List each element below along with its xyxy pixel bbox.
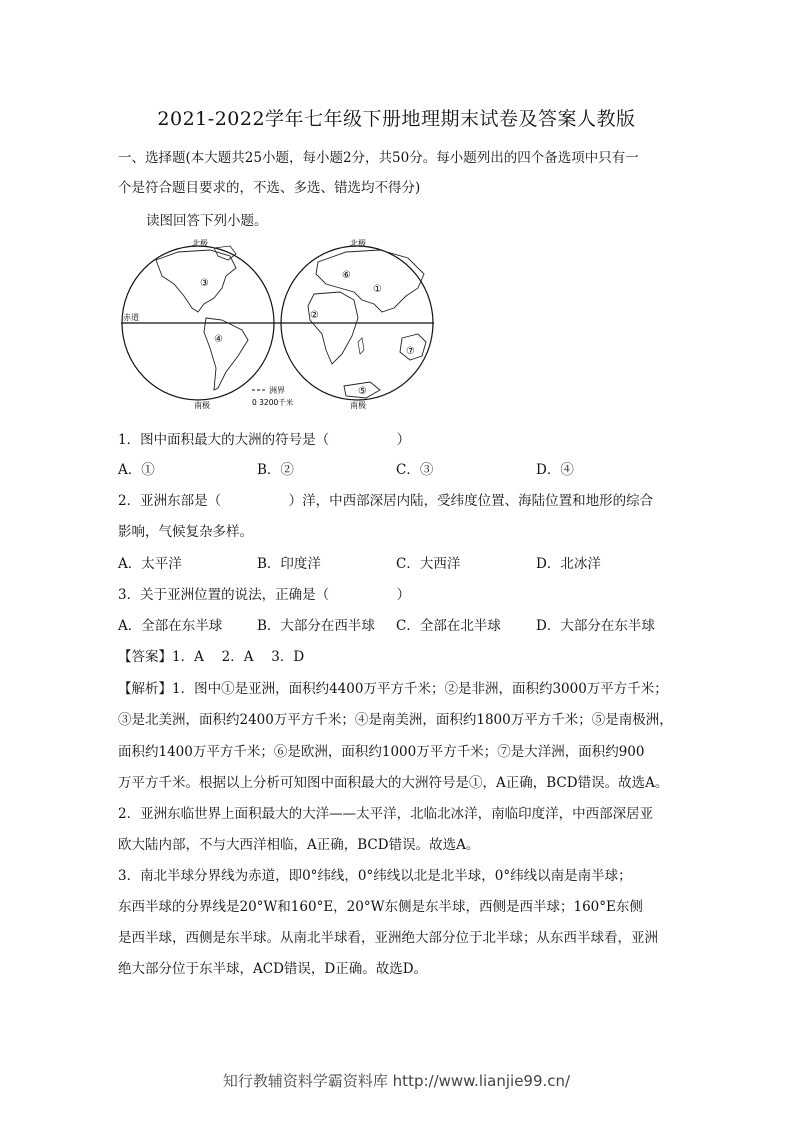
question-2-option-b: B．印度洋 bbox=[257, 556, 321, 572]
analysis-line: 【解析】1．图中①是亚洲，面积约4400万平方千米；②是非洲，面积约3000万平方千米； bbox=[118, 681, 668, 697]
analysis-line: 东西半球的分界线是20°W和160°E，20°W东侧是东半球，西侧是西半球；160°E东侧 bbox=[118, 899, 643, 915]
marker-5: ⑤ bbox=[358, 386, 367, 397]
question-3-option-a: A．全部在东半球 bbox=[118, 618, 223, 634]
question-1-stem: 1．图中面积最大的大洲的符号是（ ） bbox=[118, 432, 411, 448]
question-1-option-d: D．④ bbox=[536, 462, 574, 478]
question-1-option-c: C．③ bbox=[396, 462, 434, 478]
north-america-shape bbox=[156, 250, 236, 312]
question-2-option-c: C．大西洋 bbox=[396, 556, 461, 572]
question-2-option-a: A．太平洋 bbox=[118, 556, 182, 572]
analysis-line: 是西半球，西侧是东半球。从南北半球看，亚洲绝大部分位于北半球；从东西半球看，亚洲 bbox=[118, 930, 658, 946]
legend-label: 洲界 bbox=[269, 386, 285, 395]
section-heading-line-1: 一、选择题(本大题共25小题，每小题2分，共50分。每小题列出的四个备选项中只有一 bbox=[118, 150, 639, 166]
north-pole-label-east: 北极 bbox=[350, 239, 366, 248]
world-hemispheres-map bbox=[118, 238, 438, 413]
analysis-line: 欧大陆内部，不与大西洋相临，A正确，BCD错误。故选A。 bbox=[118, 837, 480, 853]
marker-1: ① bbox=[373, 284, 382, 295]
analysis-line: 3．南北半球分界线为赤道，即0°纬线，0°纬线以北是北半球，0°纬线以南是南半球； bbox=[118, 868, 632, 884]
analysis-line: ③是北美洲，面积约2400万平方千米；④是南美洲，面积约1800万平方千米；⑤是南极洲， bbox=[118, 712, 673, 728]
marker-7: ⑦ bbox=[406, 346, 415, 357]
question-2-stem-line-1: 2．亚洲东部是（ ）洋，中西部深居内陆，受纬度位置、海陆位置和地形的综合 bbox=[118, 493, 654, 509]
madagascar-shape bbox=[358, 338, 364, 354]
analysis-line: 万平方千米。根据以上分析可知图中面积最大的大洲符号是①，A正确，BCD错误。故选A。 bbox=[118, 775, 669, 791]
question-3-option-b: B．大部分在西半球 bbox=[257, 618, 375, 634]
south-pole-label-east: 南极 bbox=[350, 401, 366, 410]
instruction-text: 读图回答下列小题。 bbox=[146, 213, 268, 229]
eurasia-shape bbox=[316, 250, 424, 312]
question-3-stem: 3．关于亚洲位置的说法，正确是（ ） bbox=[118, 587, 411, 603]
africa-shape bbox=[308, 292, 358, 364]
south-pole-label-west: 南极 bbox=[194, 401, 210, 410]
south-america-shape bbox=[204, 318, 248, 390]
scale-label: 0 3200千米 bbox=[252, 398, 294, 407]
question-2-stem-line-2: 影响，气候复杂多样。 bbox=[118, 524, 253, 540]
marker-4: ④ bbox=[214, 334, 223, 345]
question-2-option-d: D．北冰洋 bbox=[536, 556, 601, 572]
equator-label: 赤道 bbox=[123, 313, 139, 322]
marker-2: ② bbox=[310, 310, 319, 321]
question-3-option-c: C．全部在北半球 bbox=[396, 618, 501, 634]
page-title: 2021-2022学年七年级下册地理期末试卷及答案人教版 bbox=[157, 108, 636, 130]
question-1-option-a: A．① bbox=[118, 462, 155, 478]
analysis-line: 面积约1400万平方千米；⑥是欧洲，面积约1000万平方千米；⑦是大洋洲，面积约900 bbox=[118, 744, 645, 760]
answer-line: 【答案】1．A 2．A 3．D bbox=[118, 649, 305, 665]
north-pole-label-west: 北极 bbox=[192, 239, 208, 248]
question-1-option-b: B．② bbox=[257, 462, 294, 478]
marker-3: ③ bbox=[200, 278, 209, 289]
marker-6: ⑥ bbox=[342, 270, 351, 281]
analysis-line: 绝大部分位于东半球，ACD错误，D正确。故选D。 bbox=[118, 961, 428, 977]
analysis-line: 2．亚洲东临世界上面积最大的大洋——太平洋，北临北冰洋，南临印度洋，中西部深居亚 bbox=[118, 806, 654, 822]
footer-watermark: 知行教辅资料学霸资料库 http://www.lianjie99.cn/ bbox=[222, 1072, 571, 1090]
question-3-option-d: D．大部分在东半球 bbox=[536, 618, 655, 634]
section-heading-line-2: 个是符合题目要求的，不选、多选、错选均不得分) bbox=[118, 180, 421, 196]
